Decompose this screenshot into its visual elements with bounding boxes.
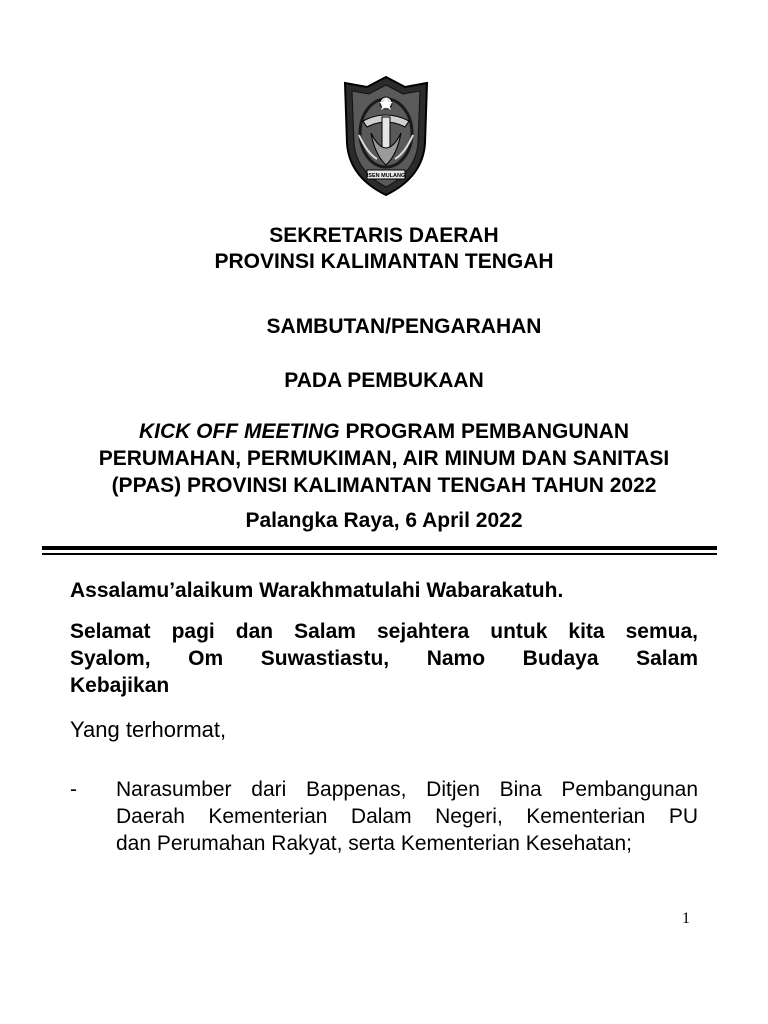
greeting-line-1: Selamat pagi dan Salam sejahtera untuk kita semua,: [70, 620, 698, 643]
bullet-item: [116, 776, 698, 857]
place-date: Palangka Raya, 6 April 2022: [245, 509, 523, 532]
heading-occasion: PADA PEMBUKAAN: [284, 369, 484, 392]
divider-thick: [42, 546, 717, 550]
title-line-3: (PPAS) PROVINSI KALIMANTAN TENGAH TAHUN 2022: [111, 474, 657, 497]
page-number: 1: [682, 910, 690, 927]
bullet-dash: -: [70, 778, 77, 801]
title-line-2: PERUMAHAN, PERMUKIMAN, AIR MINUM DAN SANITASI: [98, 447, 670, 470]
salutation: Assalamu’alaikum Warakhmatulahi Wabarakatuh.: [70, 579, 564, 602]
title-line-1: [40, 418, 728, 445]
heading-speech-type: SAMBUTAN/PENGARAHAN: [266, 315, 542, 338]
greeting-line-2: Syalom, Om Suwastiastu, Namo Budaya Salam: [70, 647, 698, 670]
bullet-line-1: Narasumber dari Bappenas, Ditjen Bina Pembangunan: [116, 778, 698, 801]
greeting-paragraph: [70, 618, 698, 699]
bullet-line-2: Daerah Kementerian Dalam Negeri, Kementerian PU: [116, 805, 698, 828]
title-italic-part: KICK OFF MEETING: [138, 420, 340, 443]
divider-thin: [42, 553, 717, 555]
respect-opening: Yang terhormat,: [70, 717, 227, 742]
emblem-motto: ISEN MULANG: [366, 173, 406, 179]
document-title: [40, 418, 728, 499]
title-line-1-rest: PROGRAM PEMBANGUNAN: [339, 420, 629, 443]
bullet-line-3: dan Perumahan Rakyat, serta Kementerian Kesehatan;: [116, 832, 632, 855]
provincial-coat-of-arms-icon: [337, 73, 435, 197]
heading-province: PROVINSI KALIMANTAN TENGAH: [214, 250, 554, 273]
heading-office: SEKRETARIS DAERAH: [269, 224, 499, 247]
greeting-line-3: Kebajikan: [70, 674, 170, 697]
